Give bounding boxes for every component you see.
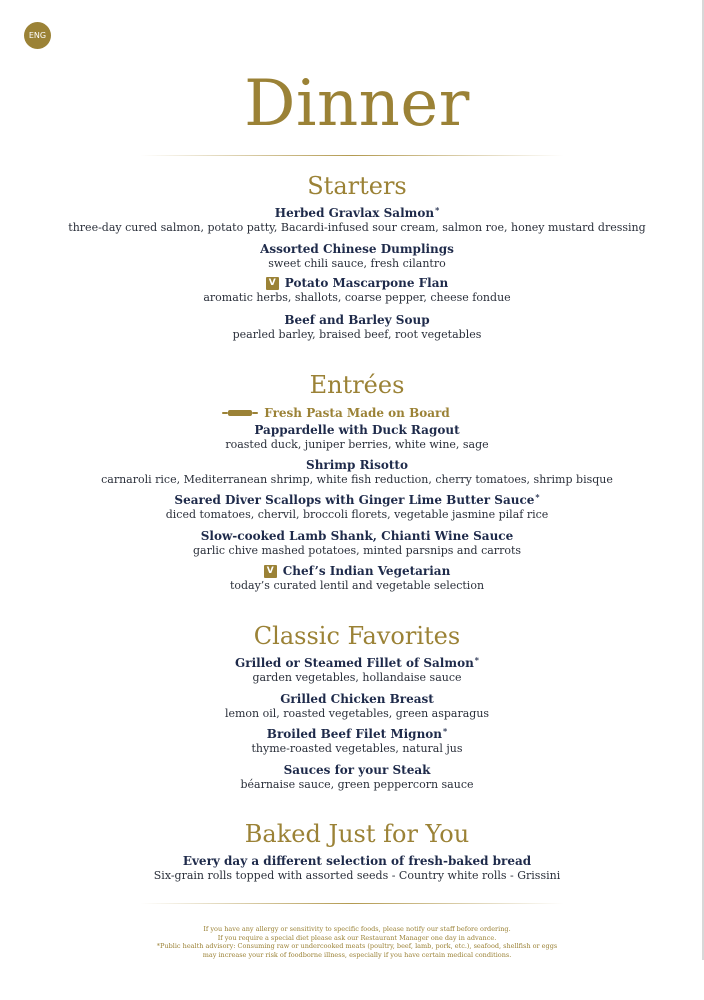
item-name: Beef and Barley Soup [284,313,430,327]
item-name: Chef’s Indian Vegetarian [282,564,451,578]
menu-item [0,458,704,487]
footer-line: If you require a special diet please ask our Restaurant Manager one day in advance. [217,933,497,942]
item-description: béarnaise sauce, green peppercorn sauce [240,778,474,791]
menu-item [0,313,704,342]
menu-item [0,854,704,883]
item-description: Six-grain rolls topped with assorted seeds - Country white rolls - Grissini [153,869,561,882]
advisory-mark: * [435,205,440,215]
title-divider [140,155,564,156]
item-description: three-day cured salmon, potato patty, Bacardi-infused sour cream, salmon roe, honey mustard dressing [68,221,646,234]
menu-item [0,564,704,593]
menu-item [0,206,704,235]
rolling-pin-icon [222,409,258,417]
item-name: Herbed Gravlax Salmon [274,206,435,220]
menu-item [0,656,704,685]
item-description: thyme-roasted vegetables, natural jus [251,742,463,755]
item-description: carnaroli rice, Mediterranean shrimp, white fish reduction, cherry tomatoes, shrimp bisque [101,473,613,486]
vegetarian-icon: V [266,277,279,290]
item-name: Assorted Chinese Dumplings [260,242,454,256]
item-description: today’s curated lentil and vegetable selection [229,579,485,592]
advisory-mark: * [535,492,540,502]
item-name: Potato Mascarpone Flan [284,276,449,290]
item-description: diced tomatoes, chervil, broccoli florets, vegetable jasmine pilaf rice [165,508,549,521]
section-title-starters: Starters [307,172,407,200]
menu-item [0,529,704,558]
item-name: Pappardelle with Duck Ragout [254,423,460,437]
item-name: Slow-cooked Lamb Shank, Chianti Wine Sauce [200,529,514,543]
menu-item [0,423,704,452]
item-description: pearled barley, braised beef, root vegetables [232,328,482,341]
menu-item [0,276,704,305]
footer-line: *Public health advisory: Consuming raw or undercooked meats (poultry, beef, lamb, pork, etc.), seafood, shellfish or eggs [156,942,558,950]
footer-notice [0,925,704,959]
section-title-classic: Classic Favorites [253,622,461,650]
menu-item [0,242,704,271]
menu-item [0,727,704,756]
item-description: garden vegetables, hollandaise sauce [252,671,462,684]
item-name: Grilled or Steamed Fillet of Salmon [235,656,474,670]
menu-item [0,692,704,721]
section-title-entrees: Entrées [309,371,405,399]
item-name: Seared Diver Scallops with Ginger Lime Butter Sauce [174,493,535,507]
item-name: Grilled Chicken Breast [280,692,434,706]
item-description: garlic chive mashed potatoes, minted parsnips and carrots [192,544,522,557]
item-description: sweet chili sauce, fresh cilantro [268,257,446,270]
item-name: Every day a different selection of fresh-baked bread [182,854,532,868]
footer-line: If you have any allergy or sensitivity to specific foods, please notify our staff before ordering. [203,925,511,933]
item-description: lemon oil, roasted vegetables, green asparagus [224,707,490,720]
item-name: Shrimp Risotto [306,458,408,472]
item-description: roasted duck, juniper berries, white wine, sage [225,438,489,451]
item-name: Broiled Beef Filet Mignon [266,727,443,741]
footer-line: may increase your risk of foodborne illness, especially if you have certain medical conditions. [202,950,512,959]
section-title-baked: Baked Just for You [244,820,470,848]
advisory-mark: * [474,655,479,665]
menu-item [0,493,704,522]
advisory-mark: * [443,726,448,736]
pasta-header-label: Fresh Pasta Made on Board [264,406,450,420]
page-title: Dinner [244,67,470,141]
menu-item [0,763,704,792]
pasta-header [0,405,672,421]
item-description: aromatic herbs, shallots, coarse pepper, cheese fondue [203,291,511,304]
language-button[interactable]: ENG [24,22,51,49]
item-name: Sauces for your Steak [283,763,431,777]
vegetarian-icon: V [264,565,277,578]
footer-divider [140,903,564,904]
